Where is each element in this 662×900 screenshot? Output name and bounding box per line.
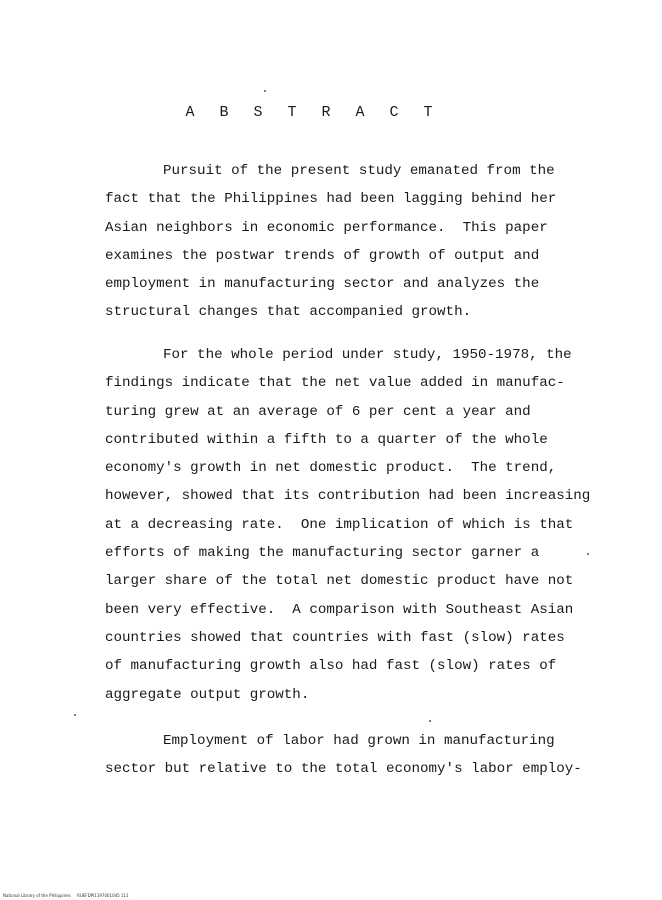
text-line: of manufacturing growth also had fast (slow) rates of <box>105 658 557 675</box>
scan-speck <box>587 553 589 555</box>
text-line: countries showed that countries with fast (slow) rates <box>105 629 565 646</box>
text-line: been very effective. A comparison with Southeast Asian <box>105 601 574 618</box>
paragraph-3 <box>105 727 605 784</box>
text-line: however, showed that its contribution had been increasing <box>105 488 591 505</box>
scan-speck <box>264 90 266 92</box>
text-line: larger share of the total net domestic product have not <box>105 573 574 590</box>
text-line: turing grew at an average of 6 per cent a year and <box>105 403 531 420</box>
scan-speck <box>74 714 76 716</box>
text-line: findings indicate that the net value added in manufac- <box>105 375 565 392</box>
text-line: structural changes that accompanied growth. <box>105 304 472 321</box>
text-line: Employment of labor had grown in manufacturing <box>163 733 555 749</box>
text-line: aggregate output growth. <box>105 686 310 703</box>
text-line: efforts of making the manufacturing sector garner a <box>105 545 540 562</box>
text-line: economy's growth in net domestic product. The trend, <box>105 460 557 477</box>
page-title: A B S T R A C T <box>185 104 441 121</box>
text-line: contributed within a fifth to a quarter of the whole <box>105 431 548 448</box>
text-line: at a decreasing rate. One implication of which is that <box>105 516 574 533</box>
text-line: Pursuit of the present study emanated from the <box>163 163 555 179</box>
paragraph-1 <box>105 157 605 327</box>
text-line: employment in manufacturing sector and analyzes the <box>105 276 540 293</box>
scan-footer: National Library of the Philippines RUEFDPI1197001045 111 <box>3 893 129 898</box>
text-line: fact that the Philippines had been lagging behind her <box>105 191 557 208</box>
scan-speck <box>429 720 431 722</box>
text-line: Asian neighbors in economic performance. This paper <box>105 219 548 236</box>
paragraph-2 <box>105 341 605 709</box>
text-line: For the whole period under study, 1950-1978, the <box>163 347 572 363</box>
text-line: sector but relative to the total economy's labor employ- <box>105 761 582 778</box>
text-line: examines the postwar trends of growth of output and <box>105 247 540 264</box>
